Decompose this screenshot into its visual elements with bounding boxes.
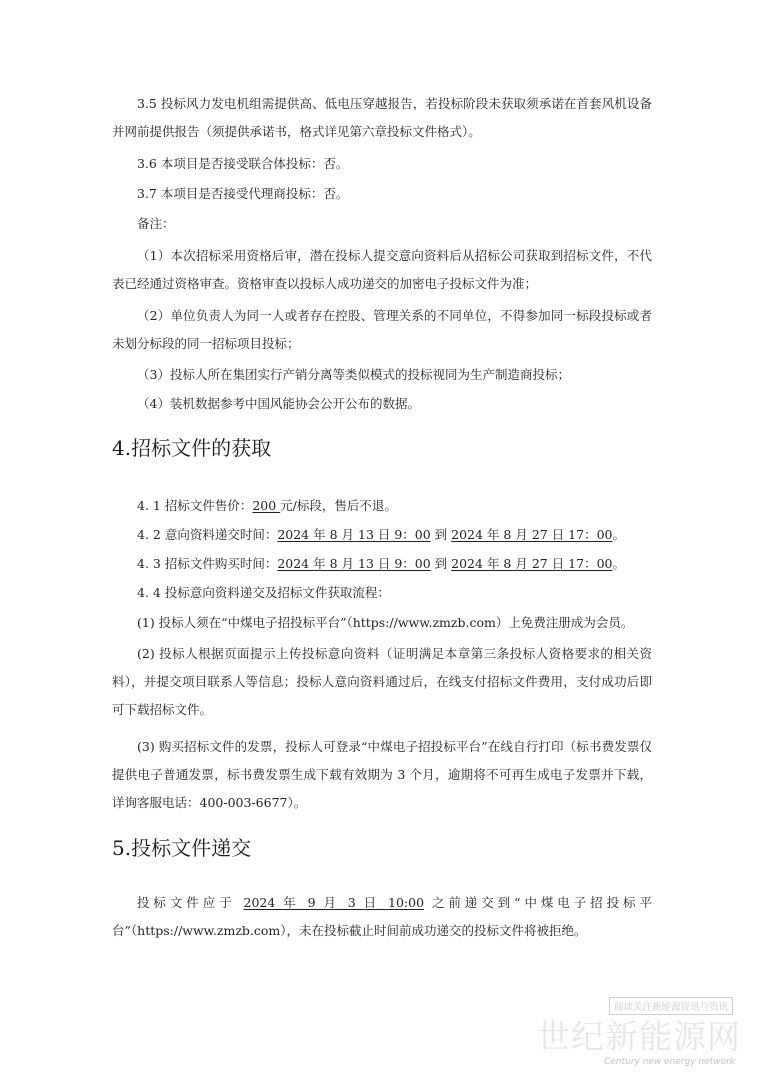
watermark-tagline: 阅读关注新能源资讯与资讯 <box>609 997 733 1015</box>
price-value: 200 <box>252 498 281 513</box>
remark-heading: 备注： <box>137 216 175 231</box>
clause-5: 投标文件应于 2024 年 9 月 3 日 10:00 之前递交到“中煤电子招投标平台”（https://www.zmzb.com），未在投标截止时间前成功递交的投标文件将被拒绝。 <box>112 895 652 938</box>
clause-4-4: 4. 4 投标意向资料递交及招标文件获取流程： <box>137 585 390 600</box>
section-5-title: 5.投标文件递交 <box>112 836 252 860</box>
deadline-time: 2024 年 9 月 3 日 10:00 <box>243 895 425 910</box>
remark-1: （1）本次招标采用资格后审，潜在投标人提交意向资料后从招标公司获取到招标文件，不代表已经通过资格审查。资格审查以投标人成功递交的加密电子投标文件为准； <box>112 248 652 291</box>
remark-2: （2）单位负责人为同一人或者存在控股、管理关系的不同单位，不得参加同一标段投标或者未划分标段的同一招标项目投标； <box>112 308 652 351</box>
submit-end-time: 2024 年 8 月 27 日 17：00 <box>451 527 613 542</box>
clause-3-6: 3.6 本项目是否接受联合体投标：否。 <box>137 156 349 171</box>
watermark-english: Century new energy network <box>603 1057 735 1067</box>
watermark-brand: 世纪新能源网 <box>537 1017 741 1056</box>
clause-4-1: 4. 1 招标文件售价：200 元/标段，售后不退。 <box>137 498 397 513</box>
step-2: (2) 投标人根据页面提示上传投标意向资料（证明满足本章第三条投标人资格要求的相关资料），并提交项目联系人等信息；投标人意向资料通过后，在线支付招标文件费用，支付成功后即可下载招标文件。 <box>112 646 652 717</box>
step-3: (3) 购买招标文件的发票，投标人可登录“中煤电子招投标平台”在线自行打印（标书费发票仅提供电子普通发票，标书费发票生成下载有效期为 3 个月，逾期将不可再生成电子发票并下载，详询客服电话：400-003-6677）。 <box>112 739 652 810</box>
clause-3-7: 3.7 本项目是否接受代理商投标：否。 <box>137 186 349 201</box>
remark-3: （3）投标人所在集团实行产销分离等类似模式的投标视同为生产制造商投标； <box>137 367 570 382</box>
purchase-end-time: 2024 年 8 月 27 日 17：00 <box>451 556 613 571</box>
clause-3-5: 3.5 投标风力发电机组需提供高、低电压穿越报告，若投标阶段未获取须承诺在首套风机设备并网前提供报告（须提供承诺书，格式详见第六章投标文件格式）。 <box>112 96 652 139</box>
submit-start-time: 2024 年 8 月 13 日 9：00 <box>277 527 431 542</box>
watermark <box>537 997 745 1073</box>
purchase-start-time: 2024 年 8 月 13 日 9：00 <box>277 556 431 571</box>
remark-4: （4）装机数据参考中国风能协会公开公布的数据。 <box>137 396 420 411</box>
clause-4-3: 4. 3 招标文件购买时间：2024 年 8 月 13 日 9：00 到 2024 年 8 月 27 日 17：00。 <box>137 556 625 571</box>
section-4-title: 4.招标文件的获取 <box>112 436 272 460</box>
clause-4-2: 4. 2 意向资料递交时间：2024 年 8 月 13 日 9：00 到 2024 年 8 月 27 日 17：00。 <box>137 527 625 542</box>
step-1: (1) 投标人须在“中煤电子招投标平台”（https://www.zmzb.com）上免费注册成为会员。 <box>137 615 634 630</box>
